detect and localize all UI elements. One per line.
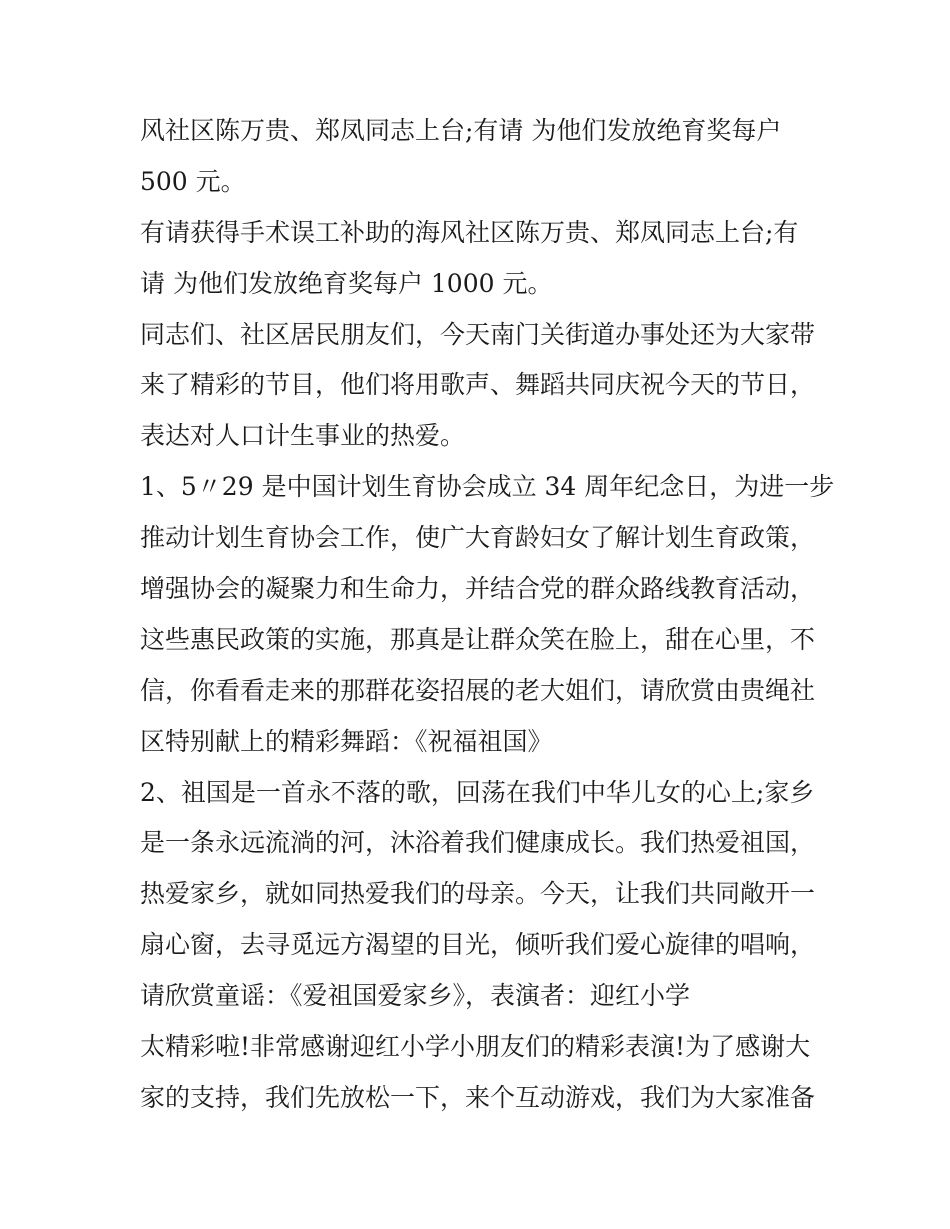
text-line: 家的支持，我们先放松一下，来个互动游戏，我们为大家准备: [140, 1082, 816, 1112]
text-line: 有请获得手术误工补助的海风社区陈万贵、郑凤同志上台;有: [140, 217, 799, 247]
text-line: 表达对人口计生事业的热爱。: [140, 421, 466, 451]
body-text: [140, 106, 835, 1124]
text-line: 请欣赏童谣：《爱祖国爱家乡》，表演者：迎红小学: [140, 981, 691, 1011]
text-line: 请 为他们发放绝育奖每户 1000 元。: [140, 268, 553, 298]
text-line: 1、5〃29 是中国计划生育协会成立 34 周年纪念日，为进一步: [140, 472, 835, 502]
text-line: 增强协会的凝聚力和生命力，并结合党的群众路线教育活动，: [140, 574, 816, 604]
text-line: 热爱家乡，就如同热爱我们的母亲。今天，让我们共同敞开一: [140, 879, 816, 909]
text-line: 太精彩啦!非常感谢迎红小学小朋友们的精彩表演!为了感谢大: [140, 1032, 811, 1062]
text-line: 信，你看看走来的那群花姿招展的老大姐们，请欣赏由贵绳社: [140, 675, 816, 705]
text-line: 2、祖国是一首永不落的歌，回荡在我们中华儿女的心上;家乡: [140, 777, 815, 807]
text-line: 推动计划生育协会工作，使广大育龄妇女了解计划生育政策，: [140, 523, 816, 553]
text-line: 是一条永远流淌的河，沐浴着我们健康成长。我们热爱祖国，: [140, 828, 816, 858]
text-line: 风社区陈万贵、郑凤同志上台;有请 为他们发放绝育奖每户: [140, 116, 782, 145]
text-line: 来了精彩的节目，他们将用歌声、舞蹈共同庆祝今天的节日，: [140, 370, 816, 400]
text-line: 区特别献上的精彩舞蹈：《祝福祖国》: [140, 726, 553, 756]
text-line: 500 元。: [140, 166, 246, 196]
text-line: 这些惠民政策的实施，那真是让群众笑在脸上，甜在心里，不: [140, 624, 816, 654]
text-line: 同志们、社区居民朋友们，今天南门关街道办事处还为大家带: [140, 319, 816, 349]
text-line: 扇心窗，去寻觅远方渴望的目光，倾听我们爱心旋律的唱响，: [140, 930, 816, 960]
